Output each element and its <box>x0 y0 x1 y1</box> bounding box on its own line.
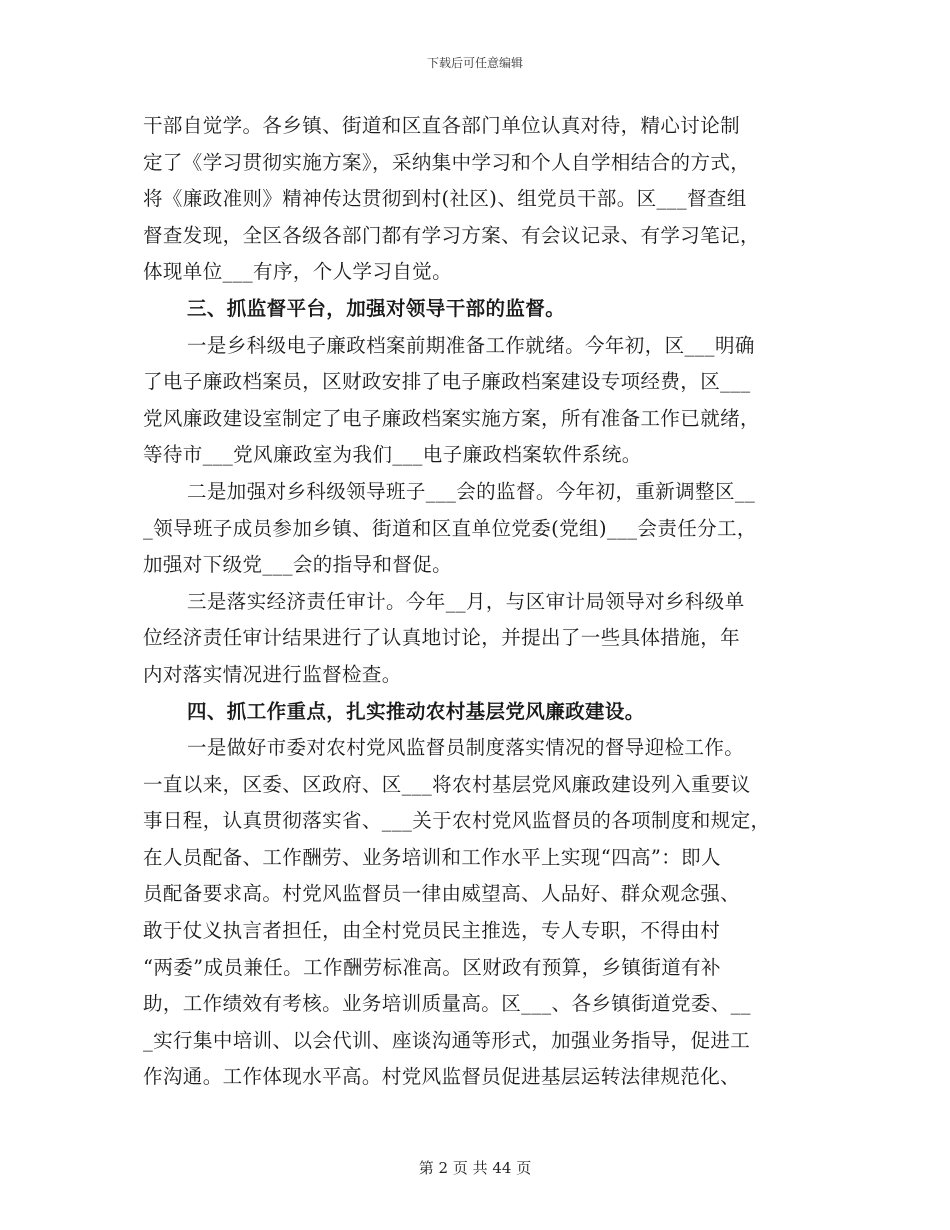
text-line: 内对落实情况进行监督检查。 <box>143 662 402 686</box>
text-line: 等待市___党风廉政室为我们___电子廉政档案软件系统。 <box>143 443 642 467</box>
text-line: 了电子廉政档案员，区财政安排了电子廉政档案建设专项经费，区___ <box>143 370 751 394</box>
text-line: 一是乡科级电子廉政档案前期准备工作就绪。今年初，区___明确 <box>187 333 755 357</box>
section-heading: 三、抓监督平台，加强对领导干部的监督。 <box>187 296 566 320</box>
page-footer: 第 2 页 共 44 页 <box>418 1159 532 1177</box>
text-line: 三是落实经济责任审计。今年__月，与区审计局领导对乡科级单 <box>187 589 745 613</box>
text-line: 二是加强对乡科级领导班子___会的监督。今年初，重新调整区__ <box>187 479 756 503</box>
text-line: 在人员配备、工作酬劳、业务培训和工作水平上实现“四高”：即人 <box>143 845 721 869</box>
text-line: 助，工作绩效有考核。业务培训质量高。区___、各乡镇街道党委、__ <box>143 992 751 1016</box>
text-line: “两委”成员兼任。工作酬劳标准高。区财政有预算，乡镇街道有补 <box>143 955 721 979</box>
text-line: 督查发现，全区各级各部门都有学习方案、有会议记录、有学习笔记， <box>143 223 760 247</box>
text-line: 员配备要求高。村党风监督员一律由威望高、人品好、群众观念强、 <box>143 882 741 906</box>
text-line: 党风廉政建设室制定了电子廉政档案实施方案，所有准备工作已就绪， <box>143 406 760 430</box>
text-line: 一是做好市委对农村党风监督员制度落实情况的督导迎检工作。 <box>187 736 745 760</box>
text-line: 事日程，认真贯彻落实省、___关于农村党风监督员的各项制度和规定， <box>143 809 771 833</box>
text-line: 体现单位___有序，个人学习自觉。 <box>143 260 453 284</box>
text-line: 加强对下级党___会的指导和督促。 <box>143 553 453 577</box>
section-heading: 四、抓工作重点，扎实推动农村基层党风廉政建设。 <box>187 699 645 723</box>
page-header: 下载后可任意编辑 <box>426 56 523 70</box>
text-line: _实行集中培训、以会代训、座谈沟通等形式，加强业务指导，促进工 <box>143 1028 751 1052</box>
text-line: 作沟通。工作体现水平高。村党风监督员促进基层运转法律规范化、 <box>143 1065 741 1089</box>
text-line: _领导班子成员参加乡镇、街道和区直单位党委(党组)___会责任分工， <box>143 516 757 540</box>
document-body <box>143 108 803 1096</box>
text-line: 定了《学习贯彻实施方案》，采纳集中学习和个人自学相结合的方式， <box>143 150 751 174</box>
text-line: 一直以来，区委、区政府、区___将农村基层党风廉政建设列入重要议 <box>143 772 751 796</box>
text-line: 敢于仗义执言者担任，由全村党员民主推选，专人专职，不得由村 <box>143 919 721 943</box>
text-line: 位经济责任审计结果进行了认真地讨论，并提出了一些具体措施，年 <box>143 626 741 650</box>
text-line: 干部自觉学。各乡镇、街道和区直各部门单位认真对待，精心讨论制 <box>143 114 741 137</box>
text-line: 将《廉政准则》精神传达贯彻到村(社区)、组党员干部。区___督查组 <box>143 187 747 211</box>
